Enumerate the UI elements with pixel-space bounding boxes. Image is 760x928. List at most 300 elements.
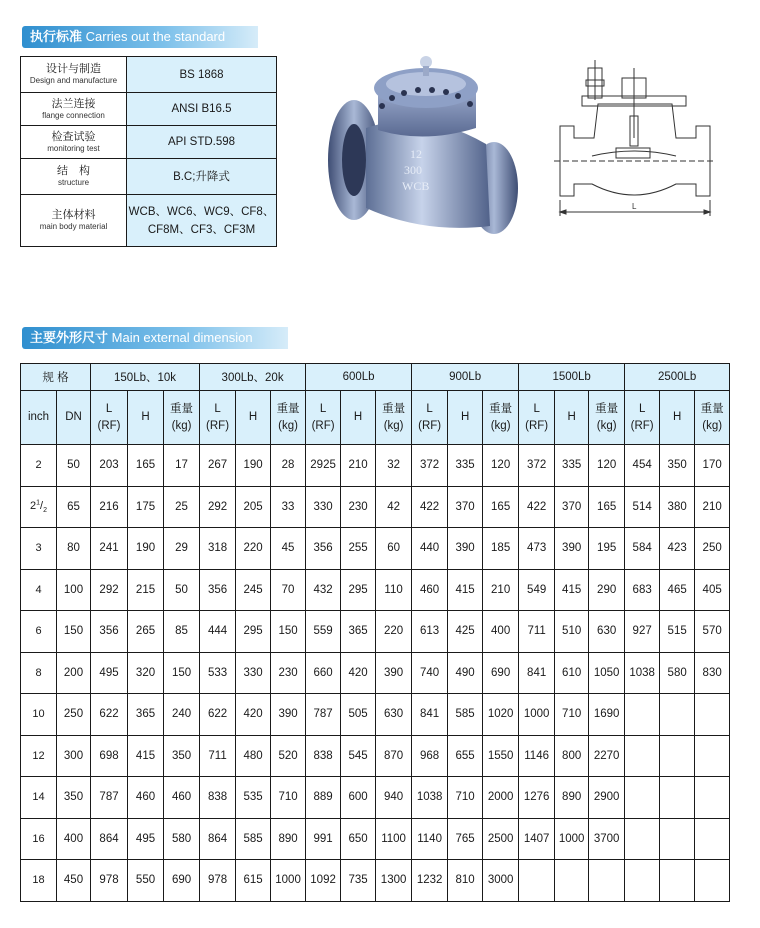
table-row	[21, 569, 730, 611]
dn-cell: 300	[57, 735, 91, 777]
table-cell: 292	[91, 569, 128, 611]
table-cell: 230	[271, 652, 306, 694]
table-cell: 580	[660, 652, 695, 694]
column-header-row	[21, 391, 730, 445]
table-cell: 1020	[483, 694, 519, 736]
dn-cell: 400	[57, 818, 91, 860]
standards-table	[20, 56, 277, 247]
table-cell: 210	[483, 569, 519, 611]
height-header: H	[236, 391, 271, 445]
table-cell: 978	[91, 860, 128, 902]
class-header-900: 900Lb	[412, 364, 519, 391]
length-header-top: L	[426, 402, 433, 415]
table-cell	[625, 694, 660, 736]
table-cell: 991	[306, 818, 341, 860]
height-header: H	[448, 391, 483, 445]
standard-label-en: structure	[57, 178, 90, 187]
table-cell: 585	[236, 818, 271, 860]
table-cell: 3700	[589, 818, 625, 860]
standard-label	[21, 159, 127, 195]
table-cell: 460	[128, 777, 164, 819]
table-cell: 150	[271, 611, 306, 653]
table-cell	[625, 777, 660, 819]
height-header: H	[341, 391, 376, 445]
table-cell: 870	[376, 735, 412, 777]
inch-numerator: 1	[36, 499, 41, 507]
table-cell: 372	[519, 445, 555, 487]
table-cell	[660, 818, 695, 860]
standard-label-en: monitoring test	[47, 143, 100, 153]
table-cell: 255	[341, 528, 376, 570]
standard-value: B.C;升降式	[127, 159, 277, 195]
weight-header	[164, 391, 200, 445]
table-cell: 356	[306, 528, 341, 570]
table-cell: 205	[236, 486, 271, 528]
table-cell: 165	[589, 486, 625, 528]
table-cell: 318	[200, 528, 236, 570]
table-cell: 70	[271, 569, 306, 611]
table-cell: 683	[625, 569, 660, 611]
table-cell: 120	[589, 445, 625, 487]
table-cell: 250	[695, 528, 730, 570]
table-cell: 545	[341, 735, 376, 777]
table-cell: 190	[128, 528, 164, 570]
table-cell: 215	[128, 569, 164, 611]
table-cell: 505	[341, 694, 376, 736]
table-row	[21, 652, 730, 694]
table-cell: 710	[271, 777, 306, 819]
table-cell: 220	[376, 611, 412, 653]
table-cell	[660, 777, 695, 819]
weight-header-bottom: (kg)	[383, 419, 404, 432]
length-header	[200, 391, 236, 445]
standard-row	[21, 57, 277, 93]
class-header-row	[21, 364, 730, 391]
table-cell: 444	[200, 611, 236, 653]
height-header: H	[128, 391, 164, 445]
table-cell: 216	[91, 486, 128, 528]
table-cell: 330	[236, 652, 271, 694]
table-cell: 320	[128, 652, 164, 694]
inch-cell: 12	[21, 735, 57, 777]
table-cell: 1232	[412, 860, 448, 902]
valve-cast-class: 300	[404, 163, 422, 177]
height-header: H	[555, 391, 589, 445]
table-cell: 838	[306, 735, 341, 777]
length-header-top: L	[105, 402, 113, 415]
table-cell: 415	[448, 569, 483, 611]
length-header	[91, 391, 128, 445]
standard-label	[21, 93, 127, 126]
dn-cell: 50	[57, 445, 91, 487]
table-cell: 292	[200, 486, 236, 528]
table-cell: 622	[200, 694, 236, 736]
table-cell: 495	[91, 652, 128, 694]
table-cell	[660, 735, 695, 777]
table-cell: 350	[660, 445, 695, 487]
weight-header	[376, 391, 412, 445]
table-cell: 230	[341, 486, 376, 528]
length-header	[412, 391, 448, 445]
table-cell: 350	[164, 735, 200, 777]
standard-value: ANSI B16.5	[127, 93, 277, 126]
table-cell: 570	[695, 611, 730, 653]
table-cell: 841	[412, 694, 448, 736]
table-cell: 1038	[412, 777, 448, 819]
weight-header-top: 重量	[276, 402, 300, 415]
table-cell: 210	[695, 486, 730, 528]
table-cell	[625, 735, 660, 777]
table-cell: 711	[200, 735, 236, 777]
table-cell: 1038	[625, 652, 660, 694]
standard-label-cn: 主体材料	[51, 209, 96, 221]
table-cell: 390	[555, 528, 589, 570]
standard-row	[21, 195, 277, 247]
table-cell: 25	[164, 486, 200, 528]
table-cell: 60	[376, 528, 412, 570]
length-header-bottom: (RF)	[418, 419, 442, 432]
table-cell: 165	[128, 445, 164, 487]
table-cell: 380	[660, 486, 695, 528]
dn-cell: 250	[57, 694, 91, 736]
table-cell: 203	[91, 445, 128, 487]
table-row	[21, 611, 730, 653]
table-cell	[660, 860, 695, 902]
table-cell: 1276	[519, 777, 555, 819]
table-cell: 1140	[412, 818, 448, 860]
standard-value	[127, 195, 277, 247]
weight-header-top: 重量	[170, 402, 194, 415]
table-row	[21, 528, 730, 570]
table-cell: 1000	[519, 694, 555, 736]
table-cell: 787	[306, 694, 341, 736]
table-cell: 460	[164, 777, 200, 819]
table-cell: 655	[448, 735, 483, 777]
standard-label	[21, 126, 127, 159]
standard-row	[21, 93, 277, 126]
table-cell: 1146	[519, 735, 555, 777]
table-cell	[589, 860, 625, 902]
table-cell	[625, 860, 660, 902]
table-cell: 45	[271, 528, 306, 570]
table-cell: 864	[91, 818, 128, 860]
table-cell: 1690	[589, 694, 625, 736]
table-cell: 3000	[483, 860, 519, 902]
table-cell: 1550	[483, 735, 519, 777]
table-cell: 510	[555, 611, 589, 653]
dn-cell: 150	[57, 611, 91, 653]
table-row	[21, 445, 730, 487]
standard-label-cn: 设计与制造	[46, 63, 101, 75]
table-row	[21, 735, 730, 777]
table-cell	[625, 818, 660, 860]
table-cell: 615	[236, 860, 271, 902]
table-cell: 838	[200, 777, 236, 819]
valve-section-drawing	[552, 56, 718, 222]
table-cell: 245	[236, 569, 271, 611]
table-cell: 195	[589, 528, 625, 570]
table-cell: 559	[306, 611, 341, 653]
class-header-2500: 2500Lb	[625, 364, 730, 391]
weight-header-bottom: (kg)	[702, 419, 723, 432]
table-cell	[555, 860, 589, 902]
inch-cell: 2	[21, 445, 57, 487]
standard-label-cn: 结 构	[57, 165, 90, 177]
dn-cell: 65	[57, 486, 91, 528]
table-cell: 210	[341, 445, 376, 487]
table-cell	[660, 694, 695, 736]
table-cell: 480	[236, 735, 271, 777]
standard-label	[21, 195, 127, 247]
table-cell: 735	[341, 860, 376, 902]
table-cell: 968	[412, 735, 448, 777]
table-cell: 660	[306, 652, 341, 694]
table-cell: 465	[660, 569, 695, 611]
table-cell: 290	[589, 569, 625, 611]
table-cell: 415	[555, 569, 589, 611]
table-cell: 710	[448, 777, 483, 819]
table-cell	[519, 860, 555, 902]
table-cell: 335	[555, 445, 589, 487]
table-cell: 150	[164, 652, 200, 694]
spec-header: 规 格	[21, 364, 91, 391]
table-cell: 533	[200, 652, 236, 694]
table-cell	[695, 694, 730, 736]
table-cell	[695, 735, 730, 777]
table-cell: 356	[200, 569, 236, 611]
table-cell: 267	[200, 445, 236, 487]
table-cell: 550	[128, 860, 164, 902]
table-cell: 365	[128, 694, 164, 736]
table-cell: 370	[448, 486, 483, 528]
drawing-length-label: L	[632, 202, 637, 211]
table-cell: 515	[660, 611, 695, 653]
table-cell: 600	[341, 777, 376, 819]
table-cell: 120	[483, 445, 519, 487]
inch-cell: 4	[21, 569, 57, 611]
table-cell: 50	[164, 569, 200, 611]
table-cell: 1000	[555, 818, 589, 860]
weight-header	[271, 391, 306, 445]
table-cell: 265	[128, 611, 164, 653]
table-cell: 29	[164, 528, 200, 570]
material-line-1: WCB、WC6、WC9、CF8、	[128, 205, 275, 218]
table-cell	[695, 777, 730, 819]
table-cell: 841	[519, 652, 555, 694]
table-cell: 422	[412, 486, 448, 528]
table-cell: 28	[271, 445, 306, 487]
table-cell: 432	[306, 569, 341, 611]
table-cell: 495	[128, 818, 164, 860]
dn-cell: 450	[57, 860, 91, 902]
length-header-bottom: (RF)	[206, 419, 230, 432]
material-line-2: CF8M、CF3、CF3M	[147, 223, 256, 236]
table-cell: 330	[306, 486, 341, 528]
table-cell: 765	[448, 818, 483, 860]
dn-cell: 100	[57, 569, 91, 611]
table-cell: 110	[376, 569, 412, 611]
weight-header-bottom: (kg)	[596, 419, 617, 432]
table-row	[21, 818, 730, 860]
dn-cell: 80	[57, 528, 91, 570]
table-cell: 490	[448, 652, 483, 694]
inch-cell: 6	[21, 611, 57, 653]
weight-header	[589, 391, 625, 445]
weight-header	[483, 391, 519, 445]
standard-row	[21, 159, 277, 195]
table-cell: 1050	[589, 652, 625, 694]
table-cell: 1407	[519, 818, 555, 860]
table-cell: 32	[376, 445, 412, 487]
table-cell: 295	[341, 569, 376, 611]
table-cell: 740	[412, 652, 448, 694]
table-cell: 890	[555, 777, 589, 819]
weight-header	[695, 391, 730, 445]
class-header-300: 300Lb、20k	[200, 364, 306, 391]
table-cell: 580	[164, 818, 200, 860]
table-cell: 460	[412, 569, 448, 611]
length-header	[306, 391, 341, 445]
standard-title-cn: 执行标准	[30, 29, 83, 44]
length-header-bottom: (RF)	[311, 419, 335, 432]
dn-header: DN	[57, 391, 91, 445]
table-cell: 889	[306, 777, 341, 819]
weight-header-bottom: (kg)	[490, 419, 511, 432]
weight-header-top: 重量	[700, 402, 724, 415]
inch-fraction: $2^1/_2$	[30, 499, 47, 515]
inch-cell: 14	[21, 777, 57, 819]
table-cell: 890	[271, 818, 306, 860]
valve-cast-material: WCB	[402, 179, 430, 193]
table-cell: 690	[164, 860, 200, 902]
table-cell: 85	[164, 611, 200, 653]
standard-label-en: flange connection	[42, 110, 105, 120]
table-cell: 549	[519, 569, 555, 611]
table-cell: 390	[376, 652, 412, 694]
table-cell: 454	[625, 445, 660, 487]
table-cell: 830	[695, 652, 730, 694]
table-cell: 787	[91, 777, 128, 819]
table-row	[21, 860, 730, 902]
table-cell: 698	[91, 735, 128, 777]
table-row	[21, 777, 730, 819]
table-cell: 372	[412, 445, 448, 487]
length-header-bottom: (RF)	[97, 419, 121, 432]
valve-cast-size: 12	[410, 147, 422, 161]
inch-whole: 2	[30, 499, 37, 512]
table-cell: 415	[128, 735, 164, 777]
table-cell: 2270	[589, 735, 625, 777]
weight-header-bottom: (kg)	[171, 419, 192, 432]
table-row	[21, 486, 730, 528]
table-cell: 630	[589, 611, 625, 653]
table-cell: 2900	[589, 777, 625, 819]
dimension-title-en: Main external dimension	[111, 330, 253, 345]
class-header-150: 150Lb、10k	[91, 364, 200, 391]
weight-header-top: 重量	[382, 402, 406, 415]
table-cell: 390	[271, 694, 306, 736]
table-cell: 165	[483, 486, 519, 528]
standard-title-en: Carries out the standard	[85, 29, 226, 44]
swing-check-valve-photo	[326, 48, 522, 234]
table-cell: 241	[91, 528, 128, 570]
table-cell: 710	[555, 694, 589, 736]
class-header-1500: 1500Lb	[519, 364, 625, 391]
table-cell: 613	[412, 611, 448, 653]
table-cell: 711	[519, 611, 555, 653]
table-cell: 610	[555, 652, 589, 694]
table-row	[21, 694, 730, 736]
dn-cell: 350	[57, 777, 91, 819]
table-cell: 190	[236, 445, 271, 487]
table-cell: 1092	[306, 860, 341, 902]
table-cell: 650	[341, 818, 376, 860]
table-cell	[695, 860, 730, 902]
table-cell: 585	[448, 694, 483, 736]
dimension-title-cn: 主要外形尺寸	[30, 330, 109, 345]
table-cell	[695, 818, 730, 860]
length-header-top: L	[638, 402, 646, 415]
table-cell: 473	[519, 528, 555, 570]
table-cell: 2925	[306, 445, 341, 487]
standard-value: BS 1868	[127, 57, 277, 93]
table-cell: 440	[412, 528, 448, 570]
standard-value: API STD.598	[127, 126, 277, 159]
table-cell: 422	[519, 486, 555, 528]
weight-header-top: 重量	[489, 402, 513, 415]
inch-header: inch	[21, 391, 57, 445]
height-header: H	[660, 391, 695, 445]
table-cell: 370	[555, 486, 589, 528]
inch-denominator: 2	[43, 507, 47, 515]
standard-section-title	[22, 26, 258, 48]
standard-row	[21, 126, 277, 159]
table-cell: 295	[236, 611, 271, 653]
table-cell: 2000	[483, 777, 519, 819]
table-cell: 42	[376, 486, 412, 528]
length-header	[625, 391, 660, 445]
inch-cell: 18	[21, 860, 57, 902]
length-header-top: L	[214, 402, 221, 415]
table-cell: 535	[236, 777, 271, 819]
class-header-600: 600Lb	[306, 364, 412, 391]
table-cell: 170	[695, 445, 730, 487]
length-header-top: L	[533, 402, 540, 415]
table-cell: 978	[200, 860, 236, 902]
table-cell: 420	[236, 694, 271, 736]
table-cell: 405	[695, 569, 730, 611]
table-cell: 940	[376, 777, 412, 819]
inch-cell: 8	[21, 652, 57, 694]
inch-cell: 16	[21, 818, 57, 860]
table-cell: 390	[448, 528, 483, 570]
table-cell: 175	[128, 486, 164, 528]
table-cell: 864	[200, 818, 236, 860]
table-cell: 1100	[376, 818, 412, 860]
table-cell: 584	[625, 528, 660, 570]
table-cell: 365	[341, 611, 376, 653]
table-cell: 185	[483, 528, 519, 570]
standard-label	[21, 57, 127, 93]
table-cell: 630	[376, 694, 412, 736]
standard-label-en: main body material	[39, 222, 108, 231]
table-cell: 2500	[483, 818, 519, 860]
length-header-top: L	[319, 402, 327, 415]
table-cell: 240	[164, 694, 200, 736]
table-cell: 622	[91, 694, 128, 736]
standard-label-en: Design and manufacture	[29, 76, 118, 85]
table-cell: 220	[236, 528, 271, 570]
